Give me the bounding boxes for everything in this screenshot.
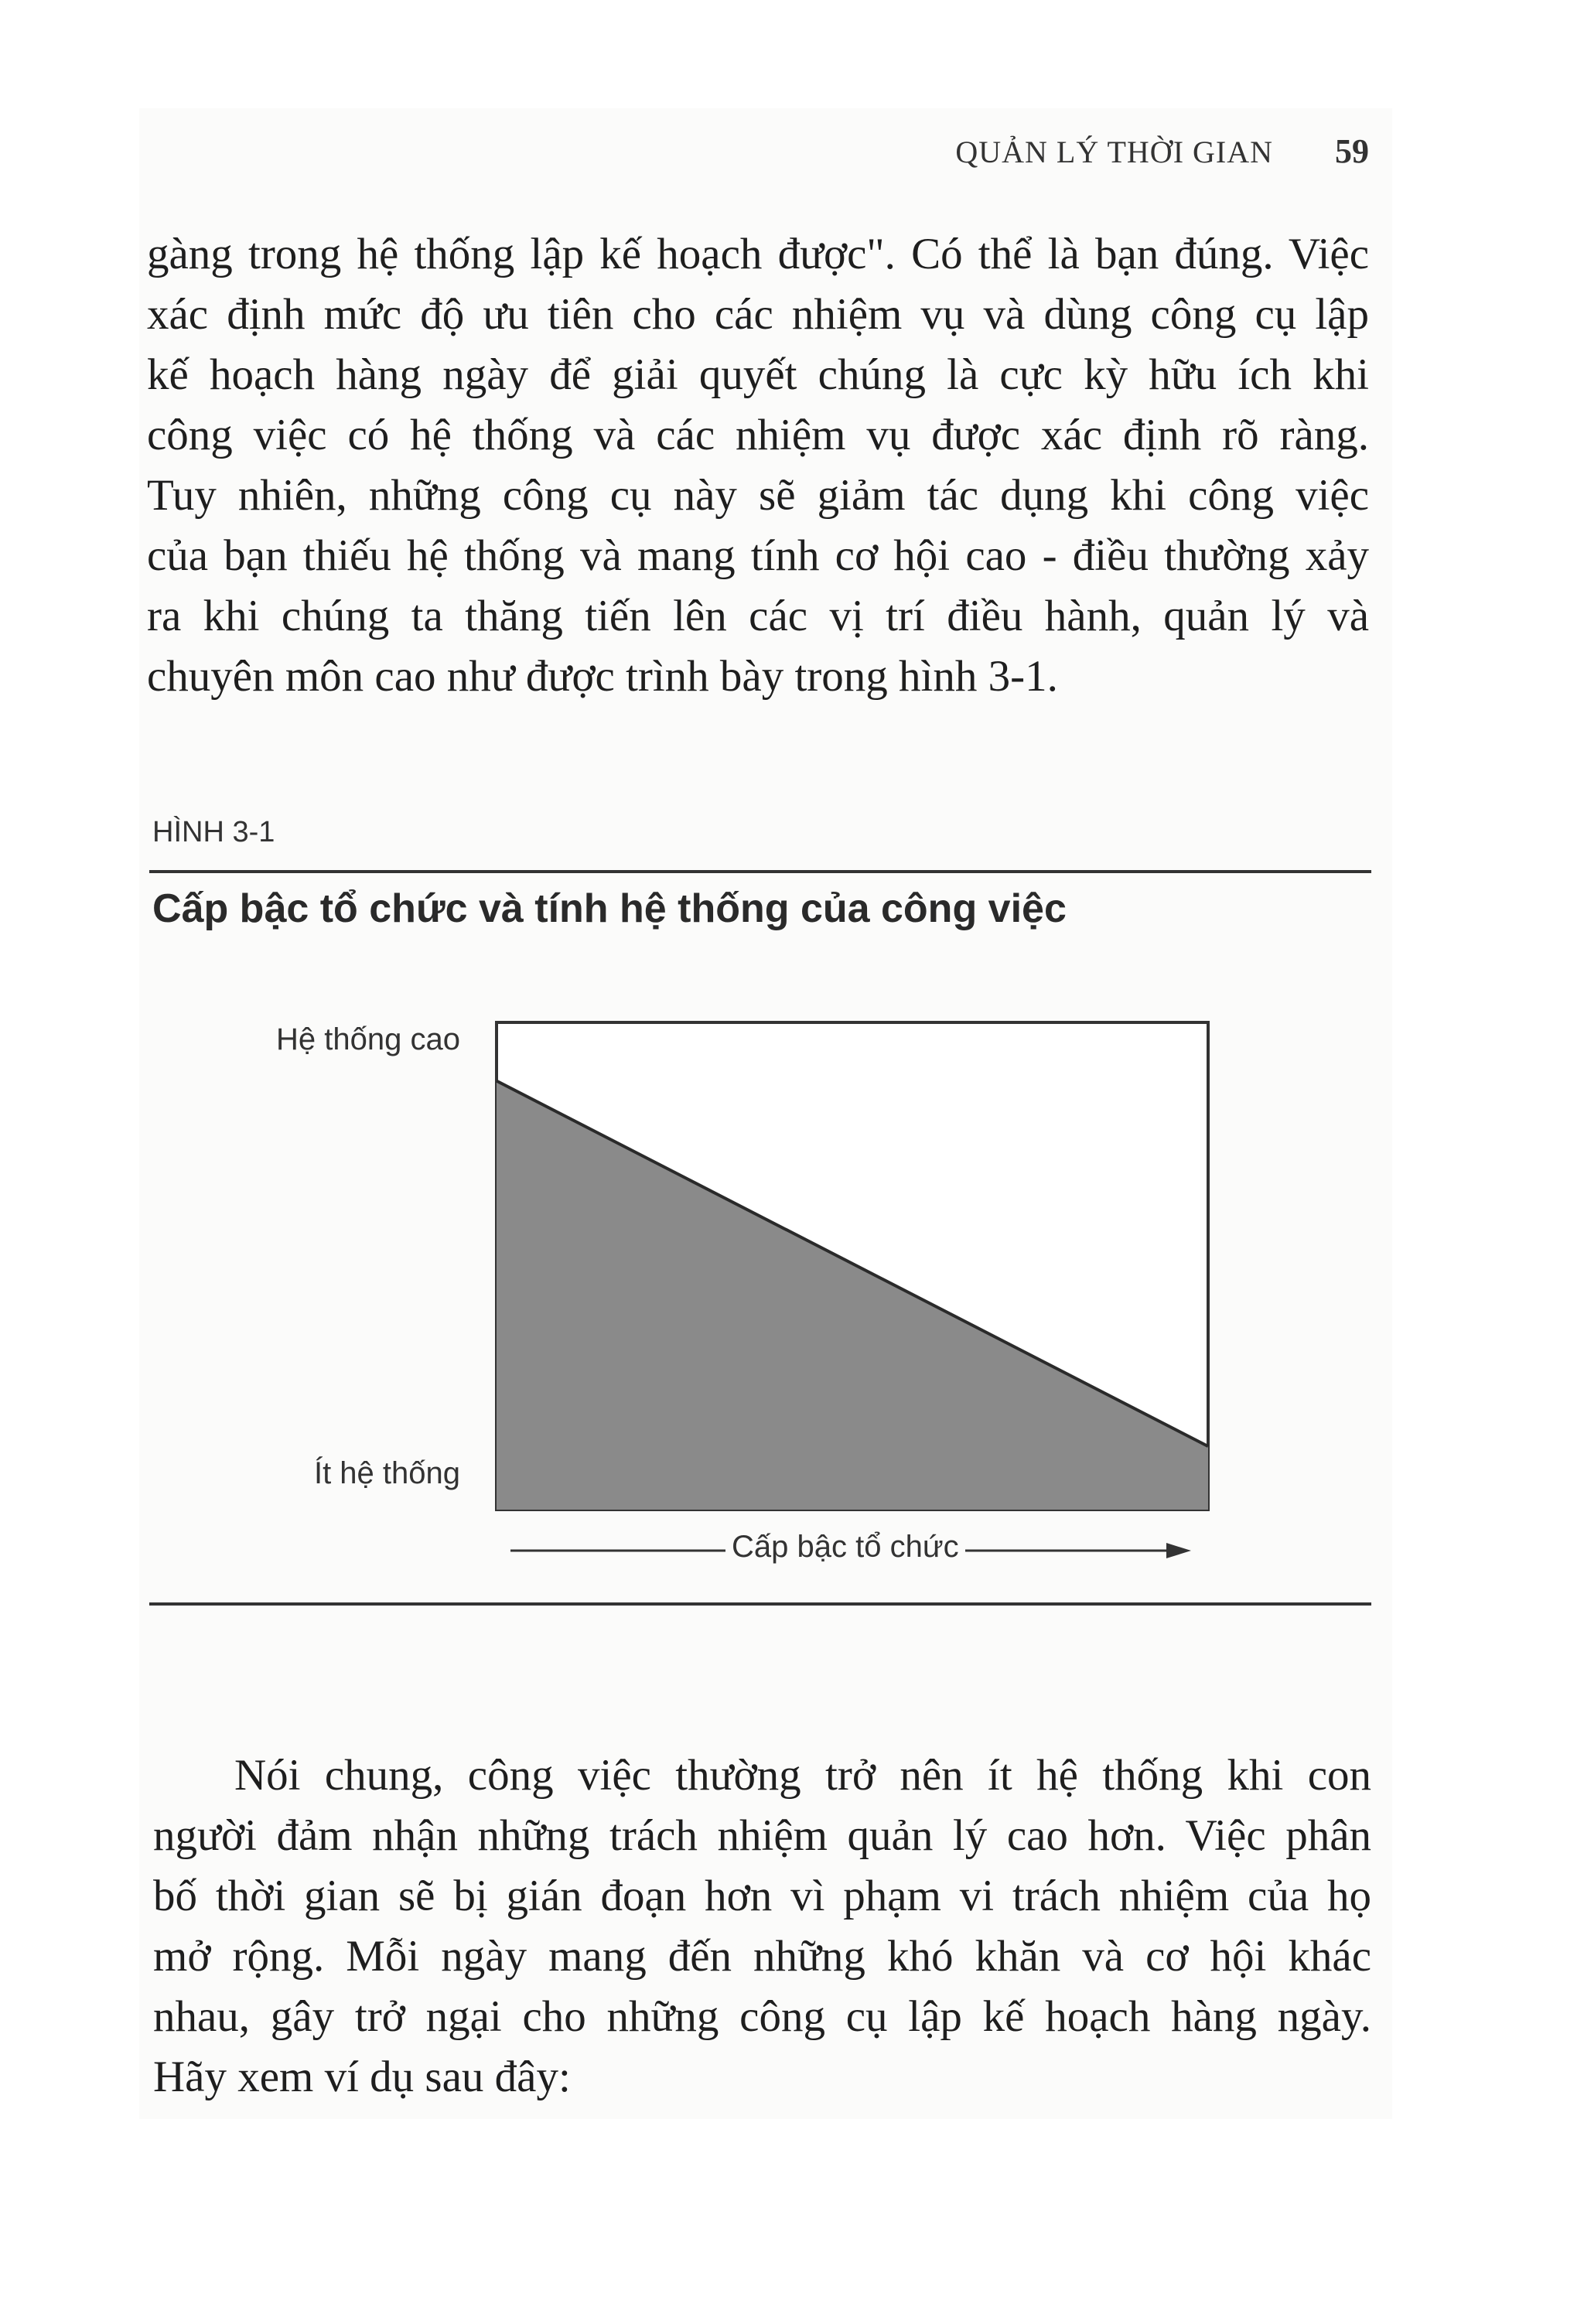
paragraph-2	[153, 1746, 1371, 2107]
paragraph-line: nhau, gây trở ngại cho những công cụ lập kế hoạch hàng ngày.	[153, 1992, 1371, 2041]
arrow-head-icon	[1166, 1543, 1191, 1558]
paragraph-line: gàng trong hệ thống lập kế hoạch được". Có thể là bạn đúng. Việc	[147, 230, 1369, 278]
paragraph-line: mở rộng. Mỗi ngày mang đến những khó khăn và cơ hội khác	[153, 1932, 1371, 1981]
paragraph-line: Nói chung, công việc thường trở nên ít hệ thống khi con	[234, 1751, 1371, 1800]
running-title: QUẢN LÝ THỜI GIAN	[955, 135, 1273, 169]
paragraph-line: chuyên môn cao như được trình bày trong hình 3-1.	[147, 652, 1058, 701]
paragraph-line: Tuy nhiên, những công cụ này sẽ giảm tác dụng khi công việc	[147, 471, 1369, 520]
figure-bottom-rule	[149, 1602, 1371, 1606]
page-number: 59	[1335, 132, 1369, 170]
paragraph-line: người đảm nhận những trách nhiệm quản lý cao hơn. Việc phân	[153, 1811, 1371, 1860]
paragraph-line: của bạn thiếu hệ thống và mang tính cơ hội cao - điều thường xảy	[147, 531, 1369, 580]
paragraph-line: kế hoạch hàng ngày để giải quyết chúng là cực kỳ hữu ích khi	[147, 350, 1369, 399]
figure-plot	[495, 1021, 1210, 1511]
paragraph-1	[147, 224, 1369, 707]
x-axis-label: Cấp bậc tổ chức	[725, 1530, 965, 1565]
figure-label: HÌNH 3-1	[152, 816, 275, 848]
paragraph-line: ra khi chúng ta thăng tiến lên các vị trí điều hành, quản lý và	[147, 592, 1369, 640]
y-axis-label-high: Hệ thống cao	[276, 1022, 460, 1056]
y-axis-label-low: Ít hệ thống	[313, 1456, 460, 1490]
paragraph-line: xác định mức độ ưu tiên cho các nhiệm vụ và dùng công cụ lập	[147, 290, 1369, 339]
paragraph-line: công việc có hệ thống và các nhiệm vụ được xác định rõ ràng.	[147, 411, 1369, 459]
page-header	[889, 131, 1369, 178]
paragraph-line: Hãy xem ví dụ sau đây:	[153, 2053, 571, 2101]
figure-top-rule	[149, 870, 1371, 873]
paragraph-line: bố thời gian sẽ bị gián đoạn hơn vì phạm vi trách nhiệm của họ	[153, 1872, 1371, 1920]
figure-title: Cấp bậc tổ chức và tính hệ thống của công việc	[152, 886, 1067, 931]
